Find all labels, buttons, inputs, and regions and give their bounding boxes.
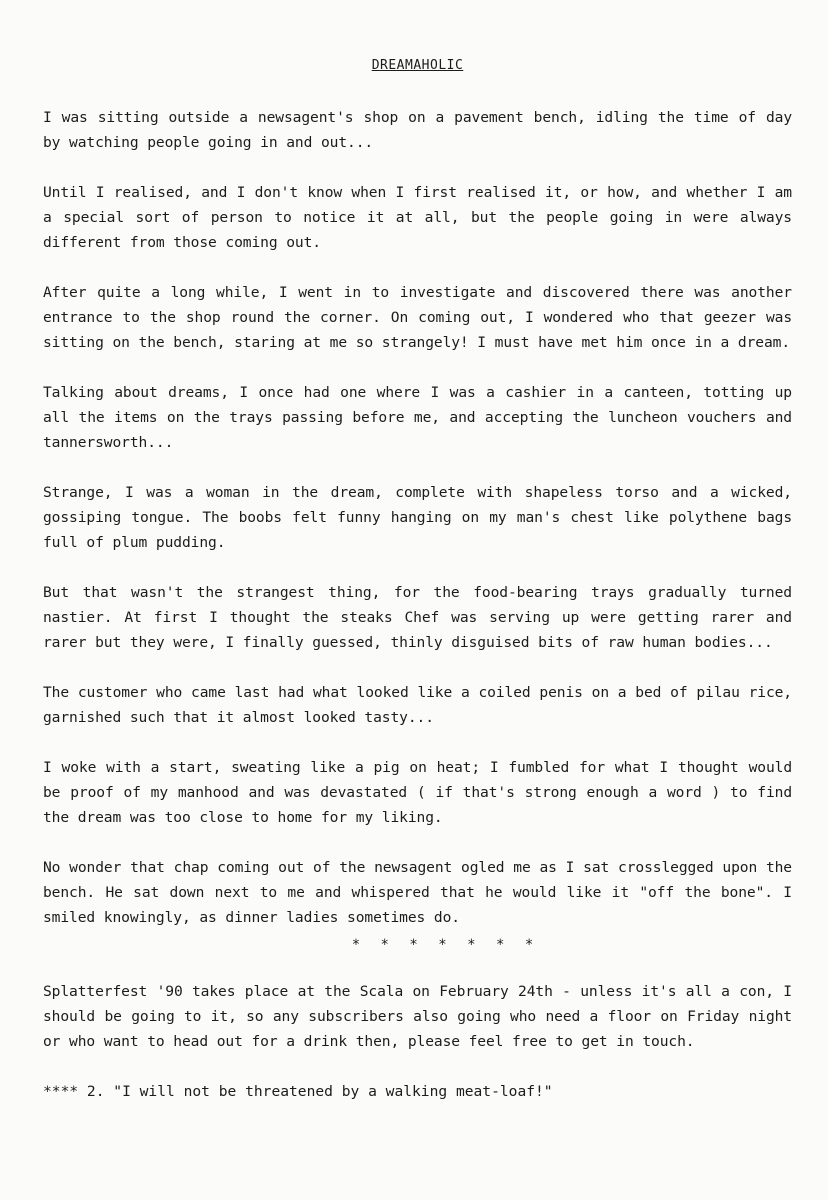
paragraph-6: But that wasn't the strangest thing, for the food-bearing trays gradually turned nastier. At first I thought the steaks Chef was serving up were getting rarer and rarer but they were, I finally guessed, thinly disguised bits of raw human bodies... — [43, 584, 792, 651]
paragraph-2: Until I realised, and I don't know when I first realised it, or how, and whether I am a special sort of person to notice it at all, but the people going in were always different from those coming out. — [43, 184, 792, 251]
paragraph-7: The customer who came last had what looked like a coiled penis on a bed of pilau rice, garnished such that it almost looked tasty... — [43, 684, 792, 726]
paragraph-8: I woke with a start, sweating like a pig on heat; I fumbled for what I thought would be proof of my manhood and was devastated ( if that's strong enough a word ) to find the dream was too close to home for my liking. — [43, 759, 792, 826]
paragraph-1: I was sitting outside a newsagent's shop on a pavement bench, idling the time of day by watching people going in and out... — [43, 109, 792, 151]
paragraph-3: After quite a long while, I went in to investigate and discovered there was another entrance to the shop round the corner. On coming out, I wondered who that geezer was sitting on the bench, staring at me so strangely! I must have met him once in a dream. — [43, 284, 792, 351]
document-title: DREAMAHOLIC — [371, 58, 464, 73]
section-separator: * * * * * * * — [351, 937, 540, 953]
paragraph-4: Talking about dreams, I once had one where I was a cashier in a canteen, totting up all the items on the trays passing before me, and accepting the luncheon vouchers and tannersworth... — [43, 384, 792, 451]
paragraph-5: Strange, I was a woman in the dream, complete with shapeless torso and a wicked, gossiping tongue. The boobs felt funny hanging on my man's chest like polythene bags full of plum pudding. — [43, 484, 792, 551]
footnote: **** 2. "I will not be threatened by a walking meat-loaf!" — [43, 1083, 553, 1100]
announcement-paragraph: Splatterfest '90 takes place at the Scala on February 24th - unless it's all a con, I should be going to it, so any subscribers also going who need a floor on Friday night or who want to head out for a drink then, please feel free to get in touch. — [43, 983, 792, 1050]
paragraph-9: No wonder that chap coming out of the newsagent ogled me as I sat crosslegged upon the bench. He sat down next to me and whispered that he would like it "off the bone". I smiled knowingly, as dinner ladies sometimes do. — [43, 859, 792, 926]
